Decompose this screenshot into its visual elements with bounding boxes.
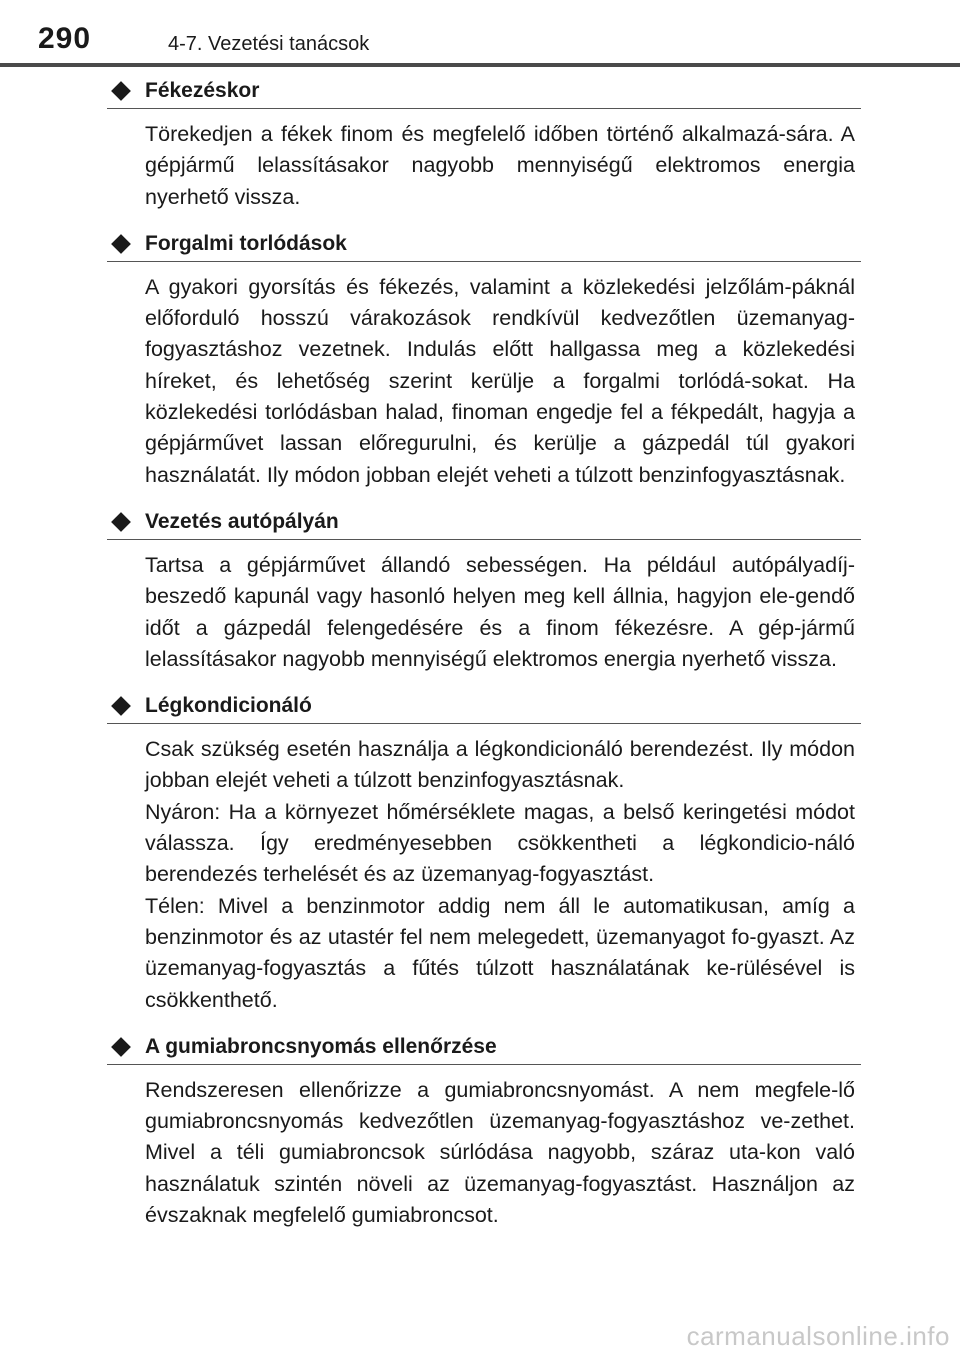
section-heading (107, 74, 861, 109)
section-body (107, 119, 861, 213)
chapter-title: 4-7. Vezetési tanácsok (168, 33, 370, 55)
section-body (107, 1075, 861, 1231)
section-title: Vezetés autópályán (145, 509, 339, 533)
header-rule (0, 63, 960, 67)
section-traffic-jams (107, 227, 861, 491)
diamond-bullet-icon (111, 512, 131, 532)
section-braking (107, 74, 861, 213)
paragraph: Télen: Mivel a benzinmotor addig nem áll le automatikusan, amíg a benzinmotor és az utastér fel nem melegedett, üzemanyagot fo-gyaszt. Az üzemanyag-fogyasztás a fűtés túlzott használatának ke-rülésével is csökkenthető. (145, 893, 855, 1012)
section-body (107, 550, 861, 675)
diamond-bullet-icon (111, 81, 131, 101)
section-air-conditioning (107, 689, 861, 1016)
paragraph: Nyáron: Ha a környezet hőmérséklete magas, a belső keringetési módot válassza. Így eredményesebben csökkentheti a légkondicio-náló berendezés terhelését és az üzemanyag-fogyasztást. (145, 799, 855, 887)
section-title: Forgalmi torlódások (145, 231, 347, 255)
diamond-bullet-icon (111, 1037, 131, 1057)
diamond-bullet-icon (111, 696, 131, 716)
paragraph: Tartsa a gépjárművet állandó sebességen. Ha például autópályadíj-beszedő kapunál vagy hasonló helyen meg kell állnia, hagyjon ele-gendő időt a gázpedál felengedésére és a finom fékezésre. A gép-jármű lelassításakor nagyobb mennyiségű elektromos energia nyerhető vissza. (145, 552, 855, 671)
section-heading (107, 505, 861, 540)
paragraph: Rendszeresen ellenőrizze a gumiabroncsnyomást. A nem megfele-lő gumiabroncsnyomás kedvezőtlen üzemanyag-fogyasztáshoz ve-zethet. Mivel a téli gumiabroncsok súrlódása nagyobb, száraz uta-kon való használatuk szintén növeli az üzemanyag-fogyasztást. Használjon az évszaknak megfelelő gumiabroncsot. (145, 1077, 855, 1228)
paragraph: A gyakori gyorsítás és fékezés, valamint a közlekedési jelzőlám-páknál előforduló hosszú várakozások rendkívül kedvezőtlen üzemanyag-fogyasztáshoz vezetnek. Indulás előtt hallgassa meg a közlekedési híreket, és lehetőség szerint kerülje a forgalmi torlódá-sokat. Ha közlekedési torlódásban halad, finoman engedje fel a fékpedált, hagyja a gépjárművet lassan előregurulni, és kerülje a gázpedál túl gyakori használatát. Ily módon jobban elejét veheti a túlzott benzinfogyasztásnak. (145, 274, 855, 487)
section-heading (107, 227, 861, 262)
paragraph: Törekedjen a fékek finom és megfelelő időben történő alkalmazá-sára. A gépjármű lelassításakor nagyobb mennyiségű elektromos energia nyerhető vissza. (145, 122, 855, 209)
paragraph: Csak szükség esetén használja a légkondicionáló berendezést. Ily módon jobban elejét veheti a túlzott benzinfogyasztásnak. (145, 737, 855, 793)
watermark: carmanualsonline.info (686, 1321, 950, 1351)
page-number: 290 (38, 22, 92, 55)
section-title: Légkondicionáló (145, 694, 312, 718)
section-body (107, 272, 861, 491)
section-heading (107, 689, 861, 724)
section-body (107, 734, 861, 1016)
section-heading (107, 1030, 861, 1065)
section-highway-driving (107, 505, 861, 675)
diamond-bullet-icon (111, 234, 131, 254)
section-title: Fékezéskor (145, 79, 260, 102)
page-content (107, 74, 861, 1245)
section-title: A gumiabroncsnyomás ellenőrzése (145, 1034, 497, 1058)
section-tire-pressure (107, 1030, 861, 1231)
page-header (0, 0, 960, 70)
